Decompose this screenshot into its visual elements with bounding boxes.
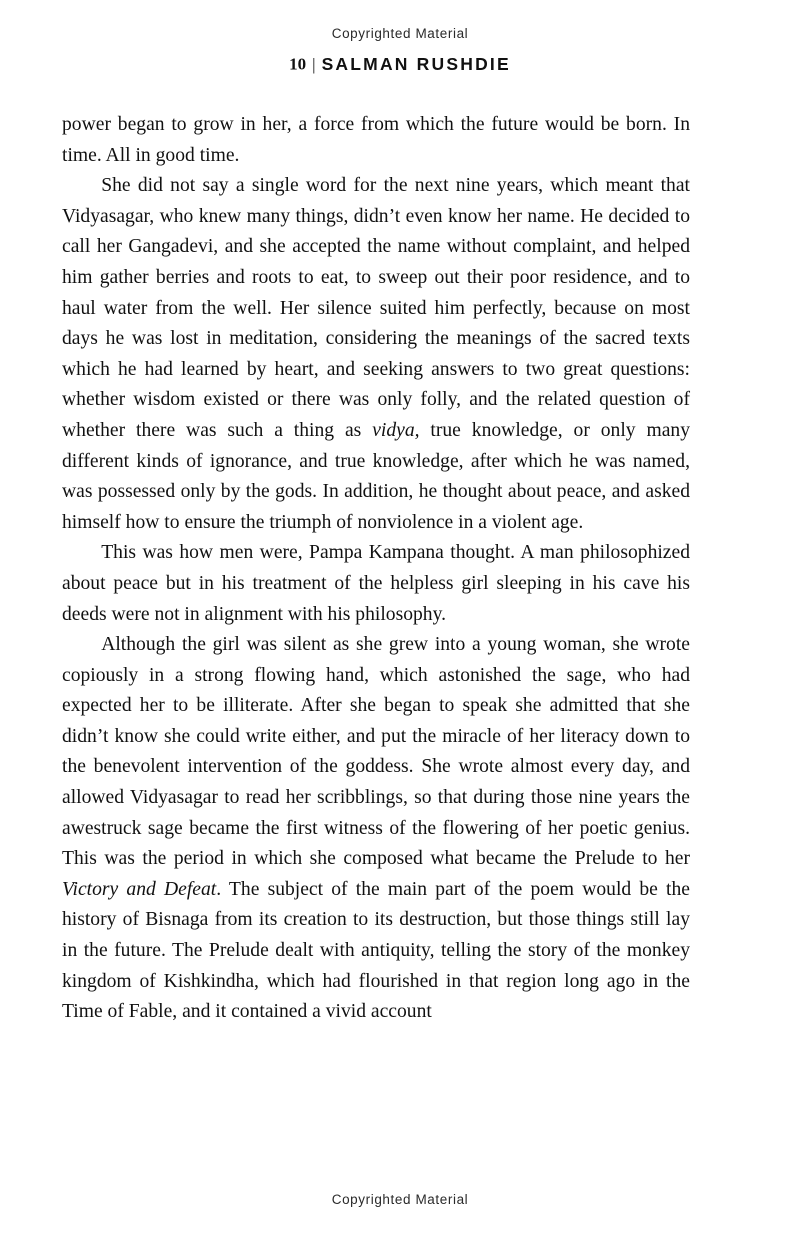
paragraph-2 <box>62 171 690 538</box>
page-number: 10 <box>289 54 307 74</box>
paragraph-4-text-a: Although the girl was silent as she grew into a young woman, she wrote copiously in a strong flowing hand, which astonished the sage, who had expected her to be illiterate. After she began to speak she admitted that she didn’t know she could write either, and put the miracle of her literacy down to the benevolent intervention of the goddess. She wrote almost every day, and allowed Vidyasagar to read her scribblings, so that during those nine years the awestruck sage became the first witness of the flowering of her poetic genius. This was the period in which she composed what became the Prelude to her <box>62 634 690 870</box>
copyright-watermark-bottom: Copyrighted Material <box>331 1192 469 1207</box>
paragraph-2-italic-term: vidya, <box>372 419 420 441</box>
paragraph-4-italic-title: Victory and Defeat <box>62 878 217 900</box>
paragraph-4 <box>62 630 690 1028</box>
paragraph-3: This was how men were, Pampa Kampana thought. A man philosophized about peace but in his treatment of the helpless girl sleeping in his cave his deeds were not in alignment with his philosophy. <box>62 542 690 625</box>
running-head <box>0 54 800 75</box>
page-body <box>62 110 690 1028</box>
paragraph-2-text-a: She did not say a single word for the next nine years, which meant that Vidyasagar, who knew many things, didn’t even know her name. He decided to call her Gangadevi, and she accepted the name without complaint, and helped him gather berries and roots to eat, to sweep out their poor residence, and to haul water from the well. Her silence suited him perfectly, because on most days he was lost in meditation, considering the meanings of the sacred texts which he had learned by heart, and seeking answers to two great questions: whether wisdom existed or there was only folly, and the related question of whether there was such a thing as <box>62 175 690 441</box>
paragraph-4-text-b: . The subject of the main part of the poem would be the history of Bisnaga from its creation to its destruction, but those things still lay in the future. The Prelude dealt with antiquity, telling the story of the monkey kingdom of Kishkindha, which had flourished in that region long ago in the Time of Fable, and it contained a vivid account <box>62 878 690 1023</box>
folio-separator: | <box>312 54 316 74</box>
author-name: SALMAN RUSHDIE <box>321 54 511 74</box>
paragraph-1: power began to grow in her, a force from which the future would be born. In time. All in good time. <box>62 114 690 166</box>
paragraph-2-text-b: true knowledge, or only many different kinds of ignorance, and true knowledge, after which he was named, was possessed only by the gods. In addition, he thought about peace, and asked himself how to ensure the triumph of nonviolence in a violent age. <box>62 419 690 533</box>
copyright-watermark-top: Copyrighted Material <box>331 26 469 41</box>
